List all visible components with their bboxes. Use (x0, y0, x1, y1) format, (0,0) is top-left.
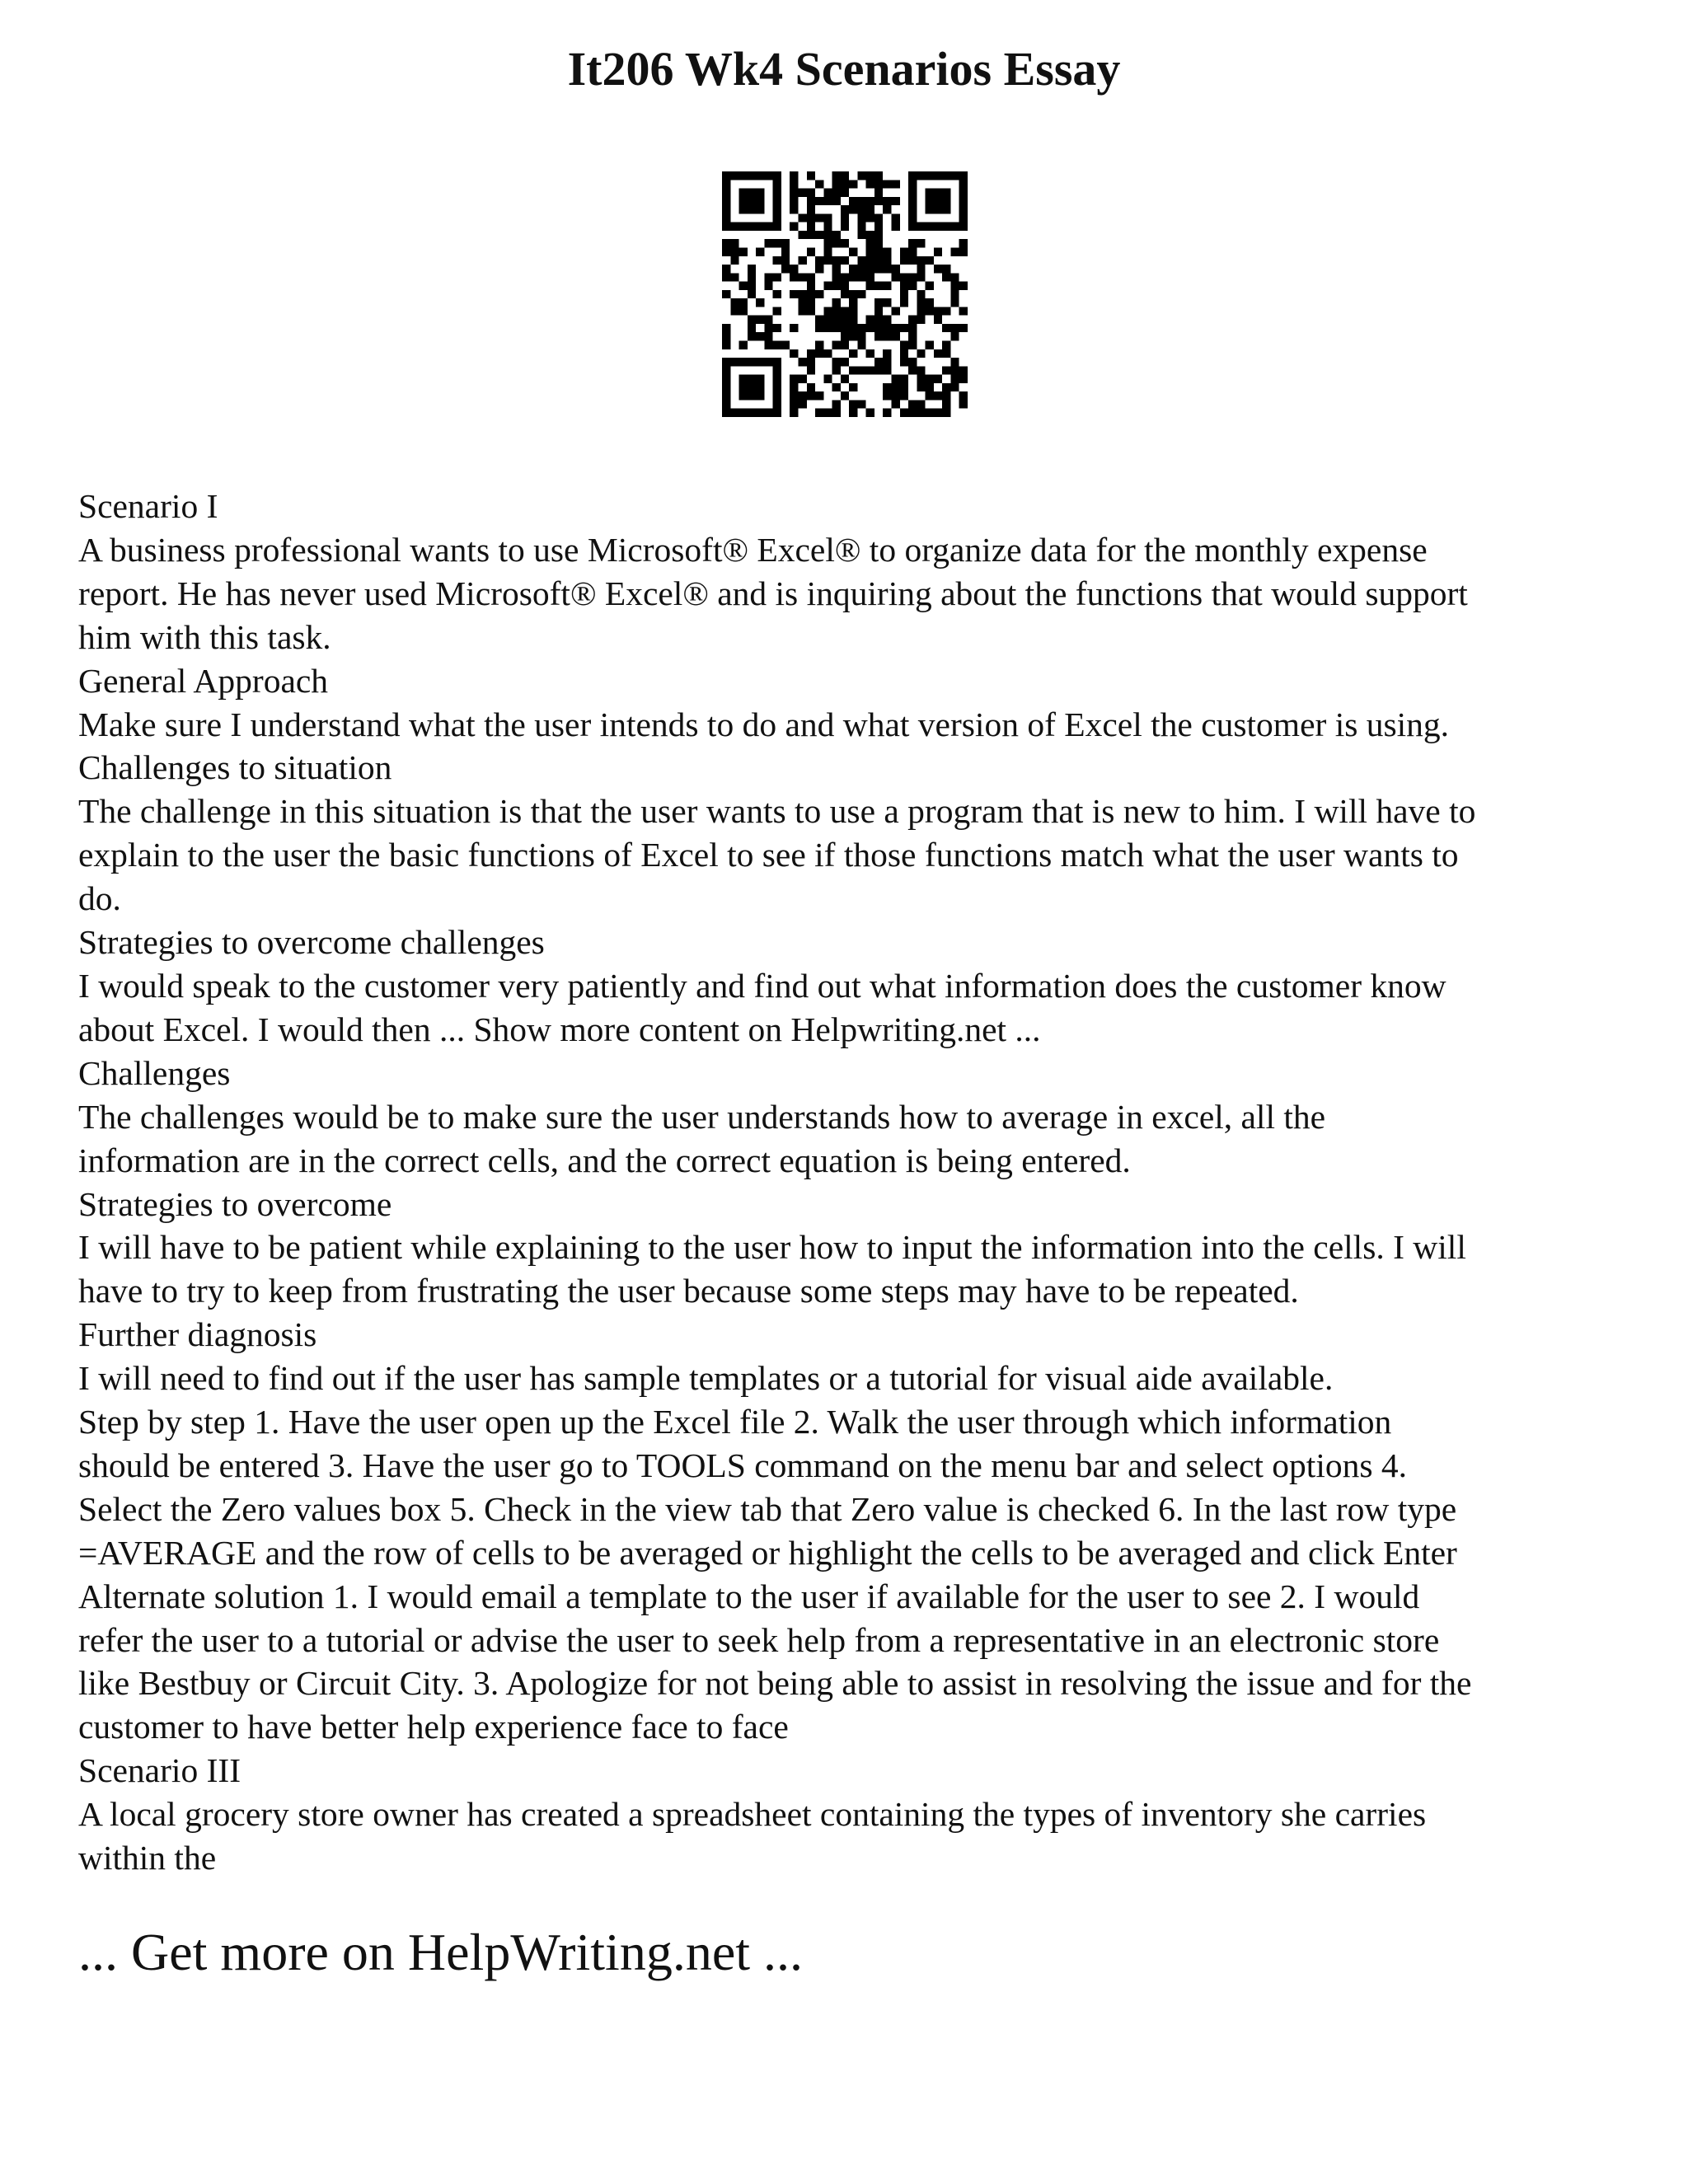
paragraph-line: Select the Zero values box 5. Check in the view tab that Zero value is checked 6. In the last row type (78, 1489, 1457, 1528)
paragraph-line: should be entered 3. Have the user go to TOOLS command on the menu bar and select options 4. (78, 1446, 1407, 1484)
section-heading: General Approach (78, 661, 329, 700)
paragraph-line: like Bestbuy or Circuit City. 3. Apologize for not being able to assist in resolving the issue and for the (78, 1664, 1472, 1703)
qr-code-icon (722, 171, 968, 417)
paragraph-line: The challenges would be to make sure the user understands how to average in excel, all the (78, 1097, 1326, 1136)
paragraph-line: Alternate solution 1. I would email a template to the user if available for the user to see 2. I would (78, 1577, 1420, 1615)
section-heading: Challenges to situation (78, 748, 392, 787)
get-more-link[interactable]: ... Get more on HelpWriting.net ... (78, 1923, 803, 1981)
paragraph-line: within the (78, 1839, 217, 1877)
paragraph-line: him with this task. (78, 617, 331, 656)
paragraph-line: Make sure I understand what the user intends to do and what version of Excel the customer is using. (78, 705, 1450, 743)
paragraph-line: I will need to find out if the user has sample templates or a tutorial for visual aide available. (78, 1359, 1334, 1398)
paragraph-line: have to try to keep from frustrating the user because some steps may have to be repeated. (78, 1272, 1299, 1310)
paragraph-line: A local grocery store owner has created a spreadsheet containing the types of inventory she carries (78, 1795, 1427, 1834)
section-heading: Strategies to overcome (78, 1184, 392, 1223)
paragraph-line: =AVERAGE and the row of cells to be averaged or highlight the cells to be averaged and click Enter (78, 1533, 1457, 1572)
paragraph-line: I would speak to the customer very patiently and find out what information does the customer know (78, 966, 1447, 1005)
paragraph-line: A business professional wants to use Microsoft® Excel® to organize data for the monthly expense (78, 530, 1428, 569)
paragraph-line: I will have to be patient while explaining to the user how to input the information into the cells. I will (78, 1228, 1466, 1267)
section-heading: Scenario I (78, 487, 218, 525)
section-heading: Further diagnosis (78, 1315, 317, 1354)
paragraph-line: The challenge in this situation is that the user wants to use a program that is new to him. I will have to (78, 792, 1476, 831)
page-title: It206 Wk4 Scenarios Essay (567, 42, 1121, 96)
section-heading: Challenges (78, 1053, 231, 1092)
paragraph-line: report. He has never used Microsoft® Excel® and is inquiring about the functions that would support (78, 574, 1468, 612)
paragraph-line: customer to have better help experience face to face (78, 1708, 789, 1746)
essay-body (78, 485, 1628, 1880)
section-heading: Strategies to overcome challenges (78, 923, 545, 962)
paragraph-line: refer the user to a tutorial or advise the user to seek help from a representative in an electronic store (78, 1620, 1440, 1659)
paragraph-line: information are in the correct cells, and the correct equation is being entered. (78, 1141, 1131, 1179)
paragraph-line: about Excel. I would then ... Show more content on Helpwriting.net ... (78, 1010, 1041, 1048)
paragraph-line: Step by step 1. Have the user open up the Excel file 2. Walk the user through which information (78, 1403, 1392, 1441)
paragraph-line: explain to the user the basic functions of Excel to see if those functions match what the user wants to (78, 836, 1459, 874)
paragraph-line: do. (78, 879, 121, 918)
section-heading: Scenario III (78, 1751, 241, 1790)
